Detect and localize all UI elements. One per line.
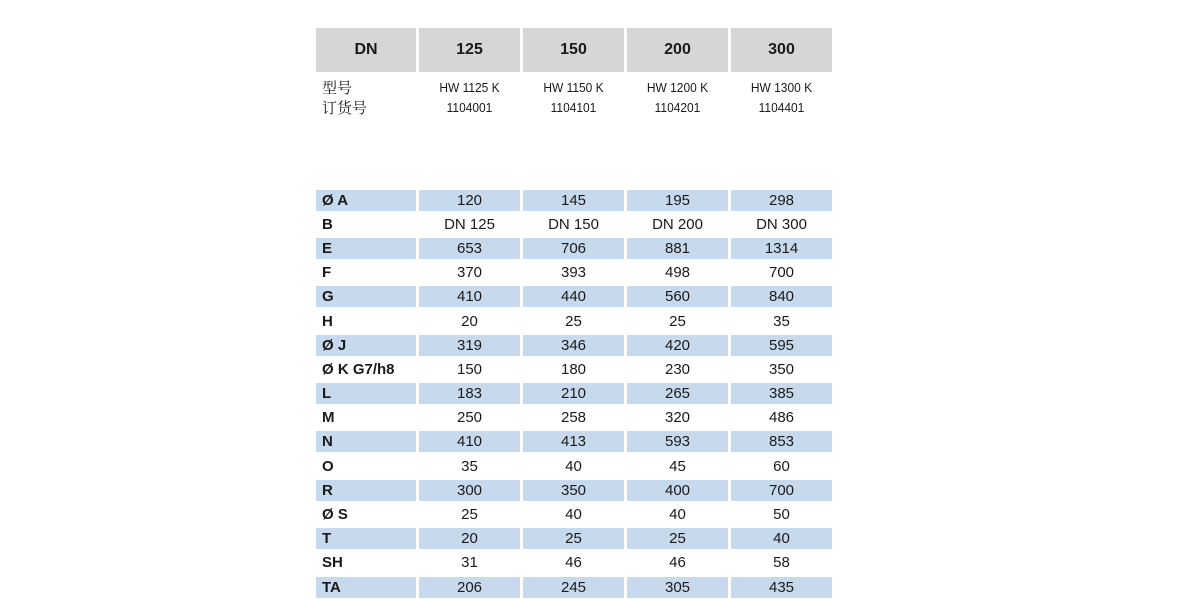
model-cell <box>631 72 724 188</box>
row-value: 653 <box>419 238 520 259</box>
order-number: 1104101 <box>550 100 597 115</box>
table-row <box>316 430 832 454</box>
table-row <box>316 527 832 551</box>
model-label <box>316 72 416 188</box>
row-value: 593 <box>627 431 728 452</box>
row-value: 25 <box>669 312 686 330</box>
type-label: 型号 <box>322 79 353 97</box>
row-value: 420 <box>627 335 728 356</box>
table-row <box>316 382 832 406</box>
table-header-row <box>316 28 832 72</box>
row-label: E <box>316 238 416 259</box>
row-value: 853 <box>731 431 832 452</box>
table-row <box>316 502 832 526</box>
row-value: 150 <box>456 360 483 378</box>
row-label: Ø J <box>316 335 416 356</box>
row-value: 298 <box>731 190 832 211</box>
model-row <box>316 72 832 188</box>
row-label: G <box>316 286 416 307</box>
row-value: 120 <box>419 190 520 211</box>
order-number-label: 订货号 <box>322 99 368 117</box>
row-label: TA <box>316 577 416 598</box>
row-label: N <box>316 431 416 452</box>
row-label: B <box>322 215 333 233</box>
header-col-300: 300 <box>731 28 832 72</box>
header-col-200: 200 <box>627 28 728 72</box>
row-value: 560 <box>627 286 728 307</box>
model-type: HW 1150 K <box>543 80 604 95</box>
row-value: 25 <box>627 528 728 549</box>
order-number: 1104201 <box>654 100 701 115</box>
row-value: 145 <box>523 190 624 211</box>
row-value: 265 <box>627 383 728 404</box>
dimension-rows <box>316 188 832 599</box>
row-value: 498 <box>664 264 691 282</box>
row-value: DN 125 <box>444 215 495 233</box>
model-cell <box>735 72 828 188</box>
order-number: 1104001 <box>446 100 493 115</box>
row-value: 706 <box>523 238 624 259</box>
row-value: 20 <box>461 312 478 330</box>
row-value: 20 <box>419 528 520 549</box>
row-value: 25 <box>461 506 478 524</box>
header-col-150: 150 <box>523 28 624 72</box>
table-row <box>316 236 832 260</box>
row-label: F <box>322 264 332 282</box>
row-value: 1314 <box>731 238 832 259</box>
row-value: 58 <box>773 554 790 572</box>
row-value: 180 <box>560 360 587 378</box>
header-col-125: 125 <box>419 28 520 72</box>
table-row <box>316 333 832 357</box>
row-value: 35 <box>773 312 790 330</box>
row-value: 195 <box>627 190 728 211</box>
row-value: 435 <box>731 577 832 598</box>
table-row <box>316 357 832 381</box>
row-value: 881 <box>627 238 728 259</box>
row-value: 410 <box>419 431 520 452</box>
model-type: HW 1125 K <box>439 80 500 95</box>
row-value: 25 <box>565 312 582 330</box>
table-row <box>316 188 832 212</box>
row-label: O <box>322 457 334 475</box>
row-label: Ø S <box>322 506 348 524</box>
row-value: 40 <box>669 506 686 524</box>
row-value: 319 <box>419 335 520 356</box>
row-label: L <box>316 383 416 404</box>
table-row <box>316 575 832 599</box>
row-label: Ø K G7/h8 <box>322 360 395 378</box>
row-value: 595 <box>731 335 832 356</box>
row-value: 40 <box>565 457 582 475</box>
row-value: 486 <box>768 409 795 427</box>
row-value: 410 <box>419 286 520 307</box>
row-value: 305 <box>627 577 728 598</box>
row-value: 210 <box>523 383 624 404</box>
row-value: 245 <box>523 577 624 598</box>
row-value: 385 <box>731 383 832 404</box>
row-value: 45 <box>669 457 686 475</box>
row-value: 320 <box>664 409 691 427</box>
row-label: H <box>322 312 333 330</box>
row-value: 370 <box>456 264 483 282</box>
row-value: 40 <box>565 506 582 524</box>
row-value: 393 <box>560 264 587 282</box>
row-value: 413 <box>523 431 624 452</box>
row-value: 46 <box>669 554 686 572</box>
row-value: 700 <box>731 480 832 501</box>
header-label-dn: DN <box>316 28 416 72</box>
row-value: 183 <box>419 383 520 404</box>
model-type: HW 1300 K <box>750 80 813 95</box>
table-row <box>316 285 832 309</box>
row-value: 440 <box>523 286 624 307</box>
row-value: 50 <box>773 506 790 524</box>
row-value: DN 200 <box>652 215 703 233</box>
model-cell <box>527 72 620 188</box>
model-type: HW 1200 K <box>646 80 709 95</box>
order-number: 1104401 <box>758 100 805 115</box>
row-value: 350 <box>523 480 624 501</box>
row-label: SH <box>322 554 343 572</box>
table-row <box>316 478 832 502</box>
row-value: DN 150 <box>548 215 599 233</box>
row-value: 700 <box>768 264 795 282</box>
row-value: 258 <box>560 409 587 427</box>
row-label: R <box>316 480 416 501</box>
row-value: 350 <box>768 360 795 378</box>
row-value: 250 <box>456 409 483 427</box>
row-value: 60 <box>773 457 790 475</box>
row-label: Ø A <box>316 190 416 211</box>
row-value: 25 <box>523 528 624 549</box>
row-value: 400 <box>627 480 728 501</box>
row-value: 840 <box>731 286 832 307</box>
row-value: 35 <box>461 457 478 475</box>
row-value: 31 <box>461 554 478 572</box>
row-value: DN 300 <box>756 215 807 233</box>
row-value: 46 <box>565 554 582 572</box>
spec-table <box>316 28 832 599</box>
table-row <box>316 309 832 333</box>
table-row <box>316 212 832 236</box>
row-label: T <box>316 528 416 549</box>
table-row <box>316 406 832 430</box>
row-value: 300 <box>419 480 520 501</box>
row-value: 346 <box>523 335 624 356</box>
model-cell <box>423 72 516 188</box>
table-row <box>316 261 832 285</box>
row-value: 40 <box>731 528 832 549</box>
row-value: 206 <box>419 577 520 598</box>
row-value: 230 <box>664 360 691 378</box>
table-row <box>316 454 832 478</box>
row-label: M <box>322 409 335 427</box>
